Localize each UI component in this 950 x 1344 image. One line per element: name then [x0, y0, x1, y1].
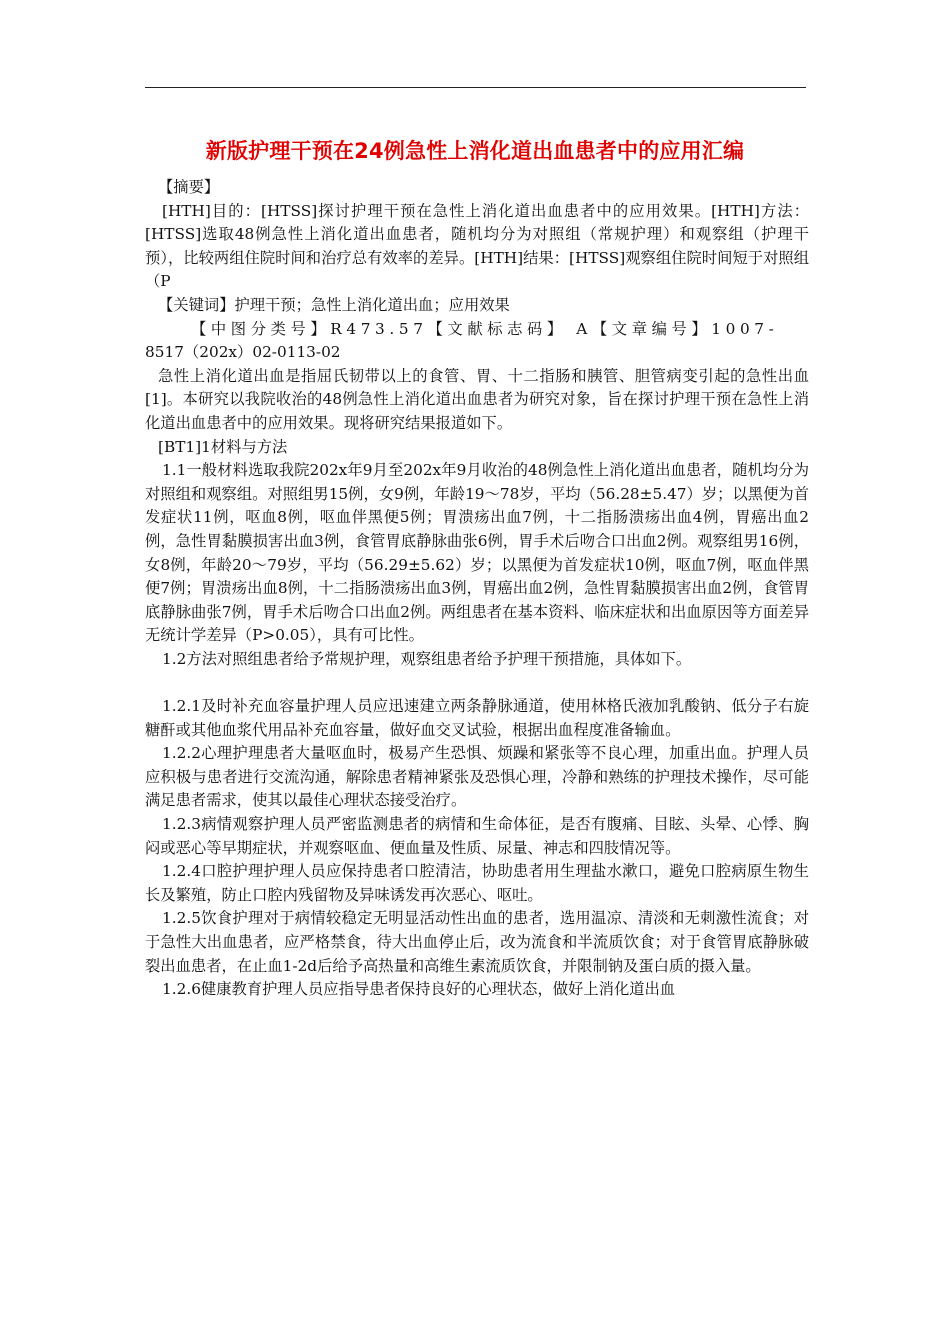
intro-paragraph: 急性上消化道出血是指屈氏韧带以上的食管、胃、十二指肠和胰管、胆管病变引起的急性出血[1]。本研究以我院收治的48例急性上消化道出血患者为研究对象，旨在探讨护理干预在急性上消化道出血患者中的应用效果。现将研究结果报道如下。	[145, 366, 809, 432]
paragraph-1-2-5: 1.2.5饮食护理对于病情较稳定无明显活动性出血的患者，选用温凉、清淡和无刺激性流食；对于急性大出血患者，应严格禁食，待大出血停止后，改为流食和半流质饮食；对于食管胃底静脉破裂出血患者，在止血1-2d后给予高热量和高维生素流质饮食，并限制钠及蛋白质的摄入量。	[145, 909, 809, 975]
paragraph-1-2-2: 1.2.2心理护理患者大量呕血时，极易产生恐惧、烦躁和紧张等不良心理，加重出血。护理人员应积极与患者进行交流沟通，解除患者精神紧张及恐惧心理，冷静和熟练的护理技术操作，尽可能满足患者需求，使其以最佳心理状态接受治疗。	[145, 744, 809, 810]
keywords: 【关键词】护理干预；急性上消化道出血；应用效果	[158, 295, 510, 314]
paragraph-1-2-6: 1.2.6健康教育护理人员应指导患者保持良好的心理状态，做好上消化道出血	[162, 980, 676, 999]
paragraph-1-2-4: 1.2.4口腔护理护理人员应保持患者口腔清洁，协助患者用生理盐水漱口，避免口腔病原生物生长及繁殖，防止口腔内残留物及异味诱发再次恶心、呕吐。	[145, 862, 809, 904]
paragraph-1-1: 1.1一般材料选取我院202x年9月至202x年9月收治的48例急性上消化道出血患者，随机均分为对照组和观察组。对照组男15例，女9例，年龄19～78岁，平均（56.28±5.47）岁；以黑便为首发症状11例，呕血8例，呕血伴黑便5例；胃溃疡出血7例，十二指肠溃疡出血4例，胃癌出血2例，急性胃黏膜损害出血3例，食管胃底静脉曲张6例，胃手术后吻合口出血2例。观察组男16例，女8例，年龄20～79岁，平均（56.29±5.62）岁；以黑便为首发症状10例，呕血7例，呕血伴黑便7例；胃溃疡出血8例，十二指肠溃疡出血3例，胃癌出血2例，急性胃黏膜损害出血2例，食管胃底静脉曲张7例，胃手术后吻合口出血2例。两组患者在基本资料、临床症状和出血原因等方面差异无统计学差异（P>0.05），具有可比性。	[145, 461, 809, 645]
classification-line: 8517（202x）02-0113-02	[145, 343, 341, 362]
paragraph-1-2-1: 1.2.1及时补充血容量护理人员应迅速建立两条静脉通道，使用林格氏液加乳酸钠、低分子右旋糖酐或其他血浆代用品补充血容量，做好血交叉试验，根据出血程度准备输血。	[145, 697, 809, 739]
classification-line: 【中图分类号】R473.57【文献标志码】 A【文章编号】1007-	[191, 319, 779, 338]
document-body	[145, 176, 809, 1002]
document-title: 新版护理干预在24例急性上消化道出血患者中的应用汇编	[205, 139, 745, 163]
paragraph-1-2-3: 1.2.3病情观察护理人员严密监测患者的病情和生命体征，是否有腹痛、目眩、头晕、心悸、胸闷或恶心等早期症状，并观察呕血、便血量及性质、尿量、神志和四肢情况等。	[145, 815, 809, 857]
section-heading: [BT1]1材料与方法	[158, 437, 288, 456]
abstract-heading: 【摘要】	[158, 178, 220, 196]
header-rule	[145, 87, 806, 88]
paragraph-1-2: 1.2方法对照组患者给予常规护理，观察组患者给予护理干预措施，具体如下。	[162, 649, 692, 668]
paragraph-spacer	[145, 671, 809, 695]
abstract-text: [HTH]目的：[HTSS]探讨护理干预在急性上消化道出血患者中的应用效果。[HTH]方法：[HTSS]选取48例急性上消化道出血患者，随机均分为对照组（常规护理）和观察组（护理干预），比较两组住院时间和治疗总有效率的差异。[HTH]结果：[HTSS]观察组住院时间短于对照组（P	[145, 201, 809, 291]
